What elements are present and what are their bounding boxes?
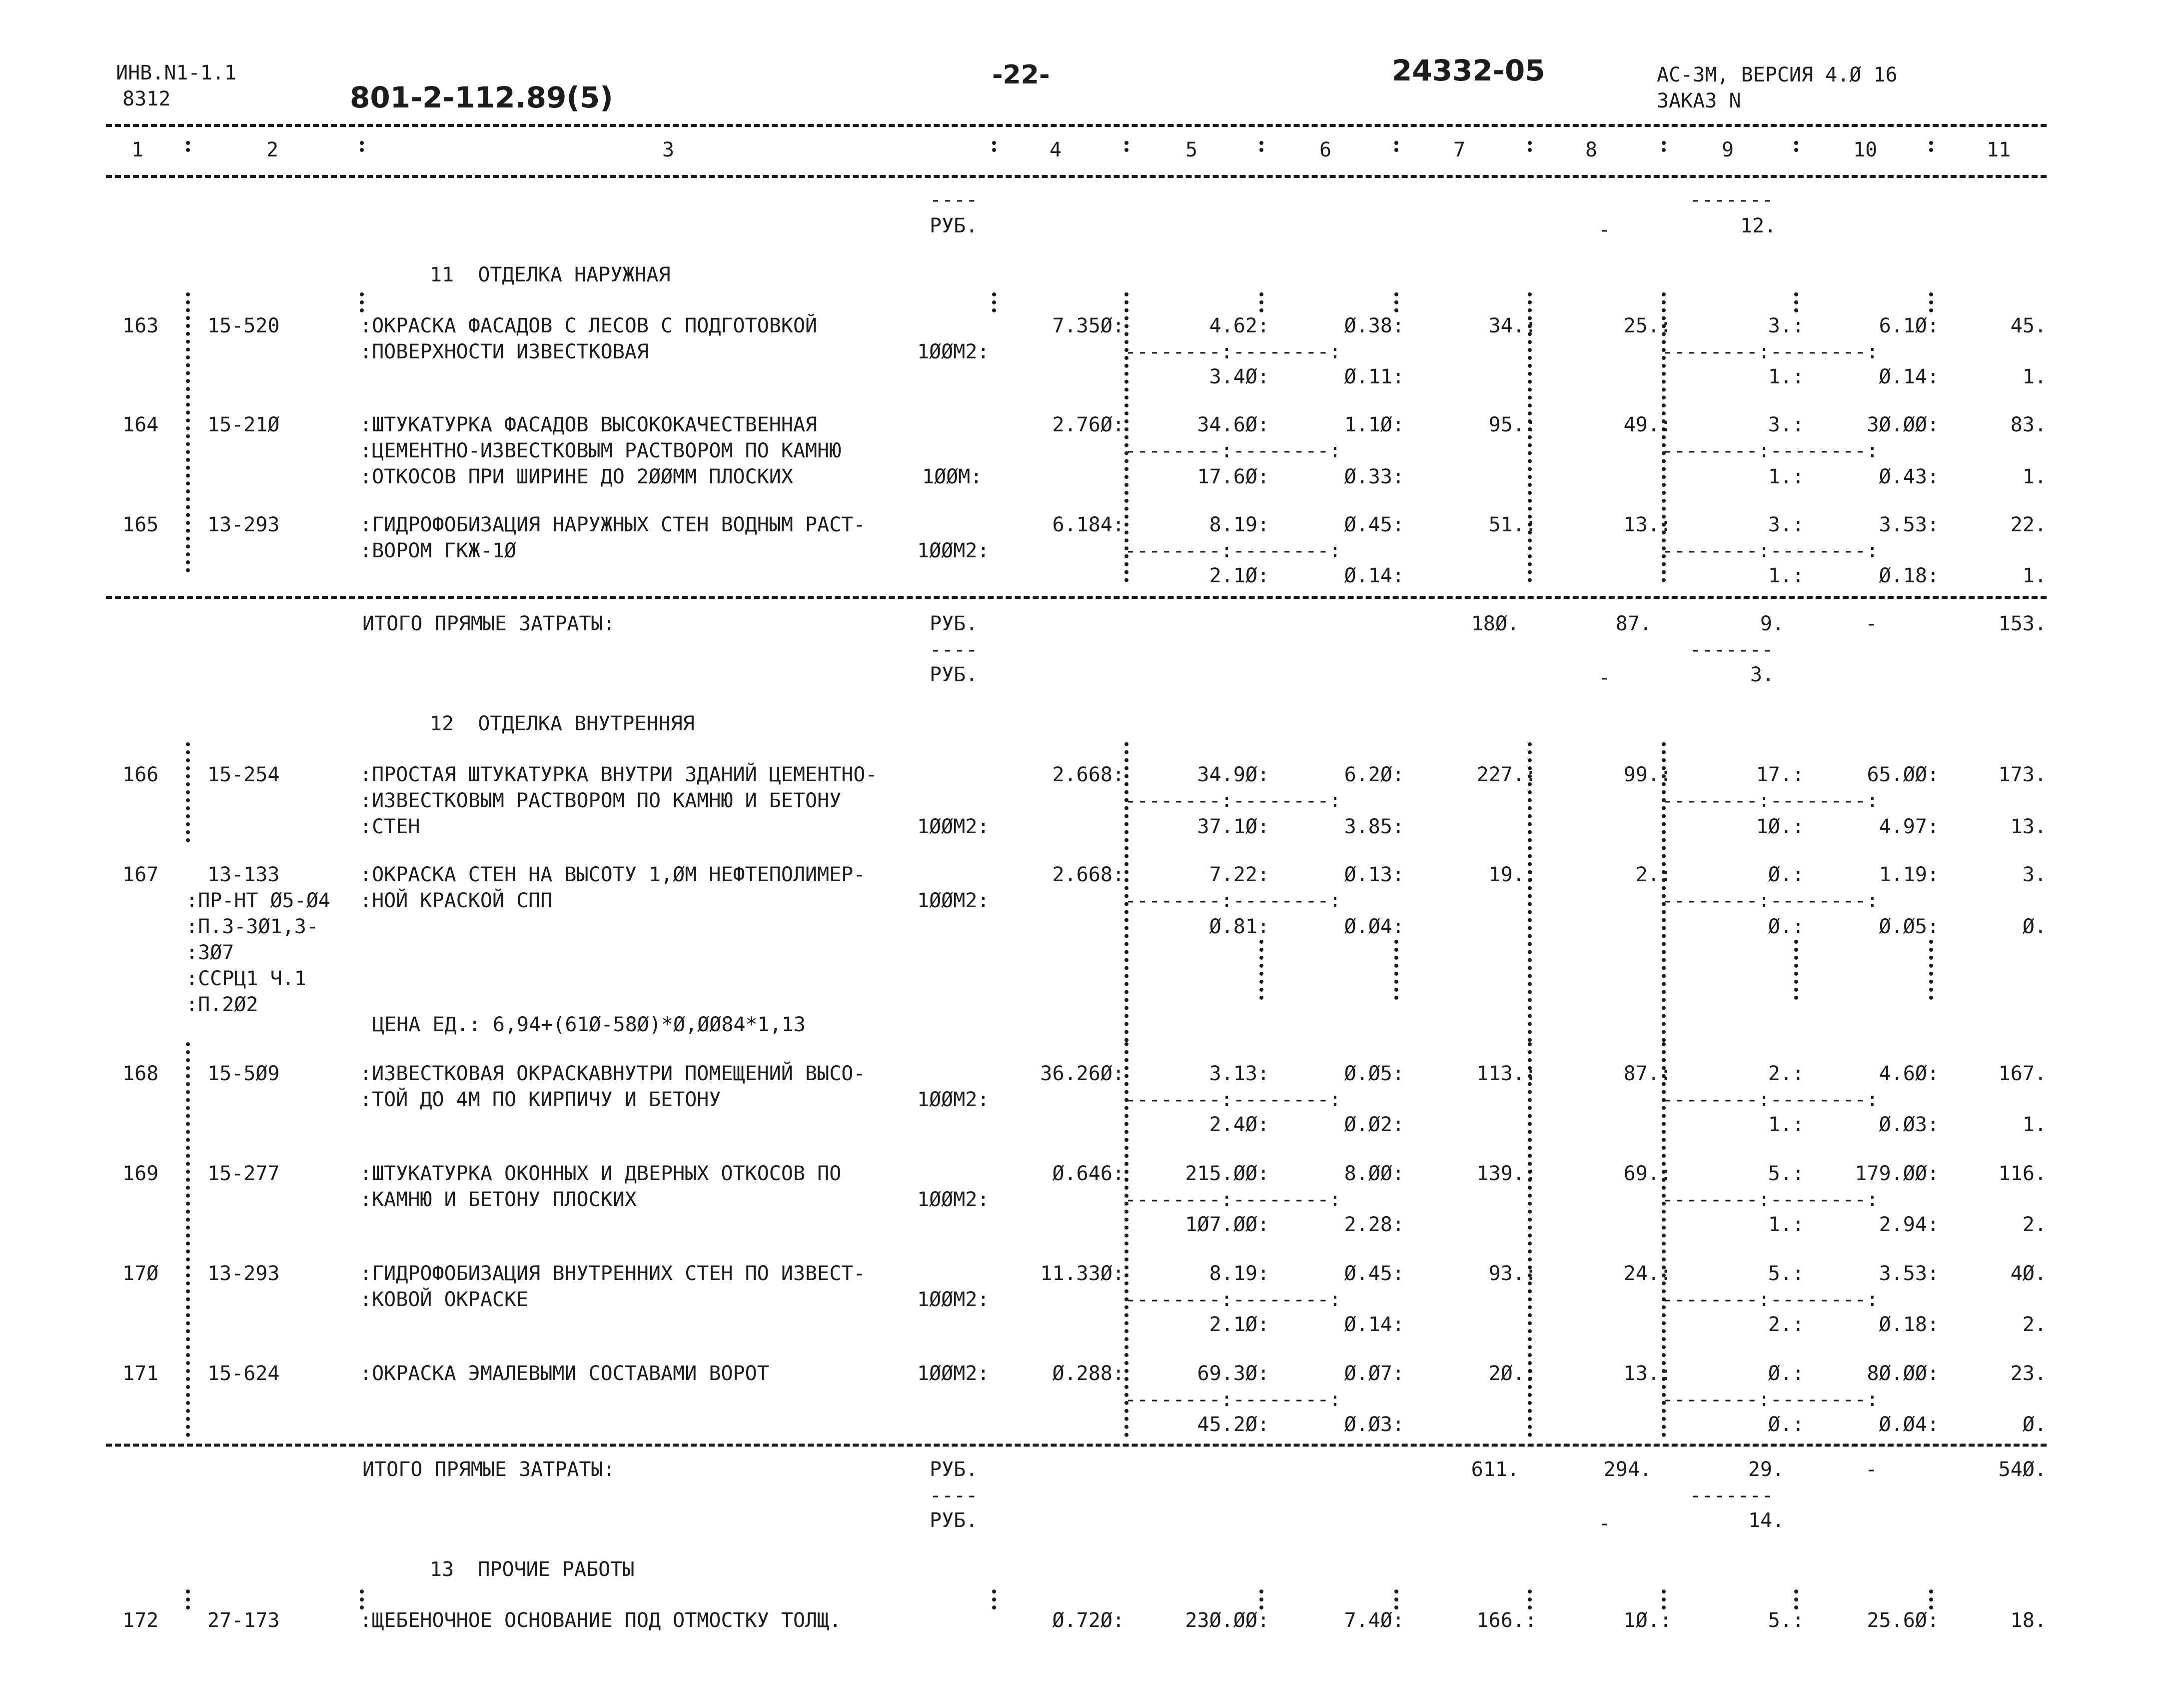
labor-cost-wages: 1.: bbox=[1768, 564, 1804, 587]
inventory-code: 8312 bbox=[122, 87, 171, 110]
row-number: 165 bbox=[122, 513, 159, 536]
mechanism-cost: 8.ØØ: bbox=[1344, 1162, 1404, 1185]
labor-norm-wages: Ø.18: bbox=[1879, 564, 1939, 587]
summary-dash: ---- bbox=[930, 188, 978, 211]
sub-divider: --------:--------: bbox=[1662, 1088, 1879, 1111]
row-number: 164 bbox=[122, 413, 159, 436]
labor-norm-wages: Ø.14: bbox=[1879, 365, 1939, 388]
column-number: 8 bbox=[1585, 138, 1598, 161]
labor-norm-wages: Ø.Ø3: bbox=[1879, 1113, 1939, 1136]
total-labor-norm: - bbox=[1865, 612, 1878, 635]
total-cost: 166.: bbox=[1476, 1609, 1537, 1632]
header-rule-bottom bbox=[106, 175, 2047, 178]
labor-total-wages: 2. bbox=[2022, 1213, 2047, 1236]
wages: 49.: bbox=[1623, 413, 1672, 436]
labor-norm: 3Ø.ØØ: bbox=[1867, 413, 1939, 436]
inventory-number: ИНВ.N1-1.1 bbox=[116, 61, 236, 84]
unit-cost-wages: 1Ø7.ØØ: bbox=[1185, 1213, 1269, 1236]
page-number: -22- bbox=[992, 60, 1050, 90]
section-title: 13 ПРОЧИЕ РАБОТЫ bbox=[430, 1558, 635, 1581]
unit-cost: 4.62: bbox=[1209, 314, 1269, 337]
unit-cost: 8.19: bbox=[1209, 513, 1269, 536]
quantity: Ø.288: bbox=[1052, 1362, 1124, 1385]
labor-cost-wages: 1Ø.: bbox=[1756, 815, 1804, 838]
rate-code: 13-293 bbox=[207, 513, 280, 536]
quantity: 2.76Ø: bbox=[1052, 413, 1124, 436]
sub-divider: --------:--------: bbox=[1124, 439, 1341, 462]
labor-cost-wages: Ø.: bbox=[1768, 1413, 1804, 1436]
labor-cost: 3.: bbox=[1768, 513, 1804, 536]
work-description: :ОКРАСКА СТЕН НА ВЫСОТУ 1,ØМ НЕФТЕПОЛИМЕР- bbox=[360, 863, 866, 886]
rate-reference: :ПР-НТ Ø5-Ø4 bbox=[186, 889, 330, 912]
labor-cost: Ø.: bbox=[1768, 1362, 1804, 1385]
unit: 1ØØМ2: bbox=[917, 340, 990, 363]
quantity: 7.35Ø: bbox=[1052, 314, 1124, 337]
unit-cost-wages: 45.2Ø: bbox=[1197, 1413, 1269, 1436]
labor-total: 45. bbox=[2010, 314, 2047, 337]
labor-total-wages: 1. bbox=[2022, 365, 2047, 388]
labor-total-wages: Ø. bbox=[2022, 1413, 2047, 1436]
unit-cost-wages: 2.1Ø: bbox=[1209, 564, 1269, 587]
sub-divider: --------:--------: bbox=[1124, 1088, 1341, 1111]
total-labor-norm: - bbox=[1865, 1458, 1878, 1481]
unit: 1ØØМ2: bbox=[917, 1088, 990, 1111]
quantity: Ø.72Ø: bbox=[1052, 1609, 1124, 1632]
row-number: 168 bbox=[122, 1062, 159, 1085]
total-cost: 18Ø. bbox=[1471, 612, 1519, 635]
mechanism-wages: Ø.33: bbox=[1344, 465, 1404, 488]
row-number: 17Ø bbox=[122, 1262, 159, 1285]
unit: 1ØØМ2: bbox=[917, 815, 990, 838]
unit-cost-wages: 3.4Ø: bbox=[1209, 365, 1269, 388]
total-rule bbox=[106, 1444, 2047, 1447]
labor-norm-wages: Ø.Ø5: bbox=[1879, 915, 1939, 938]
row-number: 167 bbox=[122, 863, 159, 886]
labor-norm-wages: Ø.43: bbox=[1879, 465, 1939, 488]
system-version: АС-3М, ВЕРСИЯ 4.Ø 16 bbox=[1657, 63, 1898, 86]
total-rule bbox=[106, 596, 2047, 599]
rate-reference: :3Ø7 bbox=[186, 941, 234, 964]
mechanism-cost: Ø.Ø7: bbox=[1344, 1362, 1404, 1385]
labor-cost: Ø.: bbox=[1768, 863, 1804, 886]
mechanism-wages: Ø.Ø4: bbox=[1344, 915, 1404, 938]
labor-norm: 8Ø.ØØ: bbox=[1867, 1362, 1939, 1385]
total-col9: 3. bbox=[1750, 663, 1775, 686]
unit-cost: 23Ø.ØØ: bbox=[1185, 1609, 1269, 1632]
labor-cost-wages: 1.: bbox=[1768, 1113, 1804, 1136]
summary-col8: - bbox=[1598, 218, 1611, 241]
labor-norm-wages: Ø.18: bbox=[1879, 1313, 1939, 1336]
unit: 1ØØМ2: bbox=[917, 539, 990, 562]
summary-unit: РУБ. bbox=[930, 214, 978, 237]
sub-divider: --------:--------: bbox=[1662, 1388, 1879, 1411]
work-description: :ОКРАСКА ЭМАЛЕВЫМИ СОСТАВАМИ ВОРОТ bbox=[360, 1362, 769, 1385]
row-number: 163 bbox=[122, 314, 159, 337]
column-number: 10 bbox=[1853, 138, 1878, 161]
total-cost: 51.: bbox=[1488, 513, 1537, 536]
total-label: ИТОГО ПРЯМЫЕ ЗАТРАТЫ: bbox=[362, 612, 615, 635]
labor-cost-wages: 1.: bbox=[1768, 465, 1804, 488]
unit-cost-wages: 2.1Ø: bbox=[1209, 1313, 1269, 1336]
labor-total: 173. bbox=[1998, 763, 2047, 786]
rate-reference: :ССРЦ1 Ч.1 bbox=[186, 967, 306, 990]
unit: 1ØØМ: bbox=[922, 465, 983, 488]
unit-cost-wages: 37.1Ø: bbox=[1197, 815, 1269, 838]
mechanism-cost: 1.1Ø: bbox=[1344, 413, 1404, 436]
work-description: :ТОЙ ДО 4М ПО КИРПИЧУ И БЕТОНУ bbox=[360, 1088, 721, 1111]
labor-cost: 3.: bbox=[1768, 314, 1804, 337]
quantity: 36.26Ø: bbox=[1040, 1062, 1124, 1085]
total-cost: 19.: bbox=[1488, 863, 1537, 886]
unit: 1ØØМ2: bbox=[917, 1188, 990, 1211]
work-description: :ГИДРОФОБИЗАЦИЯ НАРУЖНЫХ СТЕН ВОДНЫМ РАСТ- bbox=[360, 513, 866, 536]
sub-divider: --------:--------: bbox=[1662, 889, 1879, 912]
labor-cost-wages: 1.: bbox=[1768, 1213, 1804, 1236]
total-cost: 139.: bbox=[1476, 1162, 1537, 1185]
column-number: 3 bbox=[662, 138, 675, 161]
sub-divider: --------:--------: bbox=[1662, 439, 1879, 462]
labor-cost: 5.: bbox=[1768, 1162, 1804, 1185]
row-number: 171 bbox=[122, 1362, 159, 1385]
wages: 25.: bbox=[1623, 314, 1672, 337]
mechanism-cost: 7.4Ø: bbox=[1344, 1609, 1404, 1632]
column-number: 2 bbox=[266, 138, 279, 161]
summary-dash: ------- bbox=[1689, 188, 1774, 211]
header-rule-top bbox=[106, 124, 2047, 127]
labor-norm: 65.ØØ: bbox=[1867, 763, 1939, 786]
labor-total: 116. bbox=[1998, 1162, 2047, 1185]
rate-code: 15-5Ø9 bbox=[207, 1062, 280, 1085]
handwritten-stamp: 24332-05 bbox=[1392, 53, 1545, 87]
quantity: 11.33Ø: bbox=[1040, 1262, 1124, 1285]
total-cost: 93.: bbox=[1488, 1262, 1537, 1285]
mechanism-cost: 6.2Ø: bbox=[1344, 763, 1404, 786]
labor-norm: 3.53: bbox=[1879, 513, 1939, 536]
rate-code: 15-254 bbox=[207, 763, 280, 786]
labor-total: 23. bbox=[2010, 1362, 2047, 1385]
labor-cost: 3.: bbox=[1768, 413, 1804, 436]
work-description: :ОТКОСОВ ПРИ ШИРИНЕ ДО 2ØØММ ПЛОСКИХ bbox=[360, 465, 793, 488]
unit-cost: 69.3Ø: bbox=[1197, 1362, 1269, 1385]
work-description: :СТЕН bbox=[360, 815, 420, 838]
work-description: :ШТУКАТУРКА ОКОННЫХ И ДВЕРНЫХ ОТКОСОВ ПО bbox=[360, 1162, 842, 1185]
labor-total-wages: 1. bbox=[2022, 564, 2047, 587]
sub-divider: --------:--------: bbox=[1662, 1188, 1879, 1211]
labor-total: 167. bbox=[1998, 1062, 2047, 1085]
unit-cost-wages: Ø.81: bbox=[1209, 915, 1269, 938]
work-description: :ВОРОМ ГКЖ-1Ø bbox=[360, 539, 517, 562]
labor-norm: 3.53: bbox=[1879, 1262, 1939, 1285]
mechanism-wages: Ø.14: bbox=[1344, 1313, 1404, 1336]
work-description: :ПРОСТАЯ ШТУКАТУРКА ВНУТРИ ЗДАНИЙ ЦЕМЕНТНО- bbox=[360, 763, 878, 786]
labor-cost-wages: 1.: bbox=[1768, 365, 1804, 388]
work-description: :ЦЕМЕНТНО-ИЗВЕСТКОВЫМ РАСТВОРОМ ПО КАМНЮ bbox=[360, 439, 842, 462]
rate-code: 13-293 bbox=[207, 1262, 280, 1285]
sub-divider: --------:--------: bbox=[1124, 1288, 1341, 1311]
total-cost: 2Ø.: bbox=[1488, 1362, 1537, 1385]
labor-norm-wages: 4.97: bbox=[1879, 815, 1939, 838]
total-cost: 34.: bbox=[1488, 314, 1537, 337]
unit-cost: 7.22: bbox=[1209, 863, 1269, 886]
column-number: 9 bbox=[1722, 138, 1734, 161]
order-number: ЗАКАЗ N bbox=[1657, 89, 1741, 112]
work-description: :ИЗВЕСТКОВАЯ ОКРАСКАВНУТРИ ПОМЕЩЕНИЙ ВЫСО- bbox=[360, 1062, 866, 1085]
document-code: 801-2-112.89(5) bbox=[350, 80, 613, 114]
sub-divider: --------:--------: bbox=[1662, 1288, 1879, 1311]
row-number: 166 bbox=[122, 763, 159, 786]
labor-total-wages: Ø. bbox=[2022, 915, 2047, 938]
unit-cost-wages: 2.4Ø: bbox=[1209, 1113, 1269, 1136]
column-number: 5 bbox=[1185, 138, 1198, 161]
labor-total: 22. bbox=[2010, 513, 2047, 536]
labor-norm-wages: Ø.Ø4: bbox=[1879, 1413, 1939, 1436]
total-unit: РУБ. bbox=[930, 1509, 978, 1532]
unit-cost: 3.13: bbox=[1209, 1062, 1269, 1085]
work-description: :ИЗВЕСТКОВЫМ РАСТВОРОМ ПО КАМНЮ И БЕТОНУ bbox=[360, 789, 842, 812]
rate-reference: :П.3-3Ø1,3- bbox=[186, 915, 318, 938]
total-cost: 611. bbox=[1471, 1458, 1519, 1481]
labor-norm: 6.1Ø: bbox=[1879, 314, 1939, 337]
wages: 24.: bbox=[1623, 1262, 1672, 1285]
sub-divider: --------:--------: bbox=[1662, 340, 1879, 363]
quantity: 2.668: bbox=[1052, 763, 1124, 786]
work-description: :НОЙ КРАСКОЙ СПП bbox=[360, 889, 553, 912]
unit-cost: 215.ØØ: bbox=[1185, 1162, 1269, 1185]
column-number: 1 bbox=[131, 138, 144, 161]
labor-norm-wages: 2.94: bbox=[1879, 1213, 1939, 1236]
unit-cost: 8.19: bbox=[1209, 1262, 1269, 1285]
mechanism-cost: Ø.Ø5: bbox=[1344, 1062, 1404, 1085]
sub-divider: --------:--------: bbox=[1124, 1188, 1341, 1211]
mechanism-wages: 2.28: bbox=[1344, 1213, 1404, 1236]
total-unit: РУБ. bbox=[930, 612, 978, 635]
labor-total: 3. bbox=[2022, 863, 2047, 886]
work-description: :ШТУКАТУРКА ФАСАДОВ ВЫСОКОКАЧЕСТВЕННАЯ bbox=[360, 413, 818, 436]
sub-divider: --------:--------: bbox=[1124, 1388, 1341, 1411]
quantity: Ø.646: bbox=[1052, 1162, 1124, 1185]
labor-total: 18. bbox=[2010, 1609, 2047, 1632]
total-col8: - bbox=[1598, 1512, 1611, 1535]
labor-cost: 5.: bbox=[1768, 1262, 1804, 1285]
section-title: 11 ОТДЕЛКА НАРУЖНАЯ bbox=[430, 263, 671, 286]
summary-col9: 12. bbox=[1740, 214, 1777, 237]
wages: 87.: bbox=[1623, 1062, 1672, 1085]
work-description: :КОВОЙ ОКРАСКЕ bbox=[360, 1288, 529, 1311]
unit: 1ØØМ2: bbox=[917, 889, 990, 912]
total-labor-cost: 9. bbox=[1760, 612, 1784, 635]
quantity: 6.184: bbox=[1052, 513, 1124, 536]
work-description: :КАМНЮ И БЕТОНУ ПЛОСКИХ bbox=[360, 1188, 637, 1211]
labor-total-wages: 1. bbox=[2022, 1113, 2047, 1136]
mechanism-wages: Ø.14: bbox=[1344, 564, 1404, 587]
labor-cost-wages: Ø.: bbox=[1768, 915, 1804, 938]
rate-code: 15-624 bbox=[207, 1362, 280, 1385]
work-description: :ПОВЕРХНОСТИ ИЗВЕСТКОВАЯ bbox=[360, 340, 649, 363]
labor-total-wages: 1. bbox=[2022, 465, 2047, 488]
labor-total-wages: 13. bbox=[2010, 815, 2047, 838]
total-col8: - bbox=[1598, 666, 1611, 689]
column-number: 7 bbox=[1453, 138, 1466, 161]
labor-norm: 25.6Ø: bbox=[1867, 1609, 1939, 1632]
column-number: 6 bbox=[1319, 138, 1332, 161]
labor-norm: 1.19: bbox=[1879, 863, 1939, 886]
unit: 1ØØМ2: bbox=[917, 1288, 990, 1311]
rate-code: 13-133 bbox=[207, 863, 280, 886]
labor-norm: 179.ØØ: bbox=[1855, 1162, 1939, 1185]
labor-norm: 4.6Ø: bbox=[1879, 1062, 1939, 1085]
wages: 13.: bbox=[1623, 1362, 1672, 1385]
labor-cost: 5.: bbox=[1768, 1609, 1804, 1632]
rate-code: 15-21Ø bbox=[207, 413, 280, 436]
unit-cost: 34.9Ø: bbox=[1197, 763, 1269, 786]
rate-code: 15-277 bbox=[207, 1162, 280, 1185]
total-wages: 87. bbox=[1615, 612, 1652, 635]
unit-cost: 34.6Ø: bbox=[1197, 413, 1269, 436]
quantity: 2.668: bbox=[1052, 863, 1124, 886]
labor-cost: 2.: bbox=[1768, 1062, 1804, 1085]
labor-total: 83. bbox=[2010, 413, 2047, 436]
total-col9: 14. bbox=[1748, 1509, 1785, 1532]
sub-divider: --------:--------: bbox=[1662, 789, 1879, 812]
labor-cost: 17.: bbox=[1756, 763, 1804, 786]
total-dash: ---- bbox=[930, 1484, 978, 1507]
row-number: 169 bbox=[122, 1162, 159, 1185]
mechanism-cost: Ø.45: bbox=[1344, 513, 1404, 536]
rate-code: 15-520 bbox=[207, 314, 280, 337]
mechanism-wages: Ø.11: bbox=[1344, 365, 1404, 388]
row-number: 172 bbox=[122, 1609, 159, 1632]
work-description: :ОКРАСКА ФАСАДОВ С ЛЕСОВ С ПОДГОТОВКОЙ bbox=[360, 314, 818, 337]
sub-divider: --------:--------: bbox=[1124, 539, 1341, 562]
mechanism-cost: Ø.38: bbox=[1344, 314, 1404, 337]
wages: 1Ø.: bbox=[1623, 1609, 1672, 1632]
total-wages: 294. bbox=[1603, 1458, 1652, 1481]
column-number: 11 bbox=[1987, 138, 2011, 161]
wages: 13.: bbox=[1623, 513, 1672, 536]
mechanism-wages: Ø.Ø3: bbox=[1344, 1413, 1404, 1436]
wages: 69.: bbox=[1623, 1162, 1672, 1185]
total-cost: 113.: bbox=[1476, 1062, 1537, 1085]
total-cost: 95.: bbox=[1488, 413, 1537, 436]
labor-total: 4Ø. bbox=[2010, 1262, 2047, 1285]
work-description: :ГИДРОФОБИЗАЦИЯ ВНУТРЕННИХ СТЕН ПО ИЗВЕСТ- bbox=[360, 1262, 866, 1285]
total-cost: 227.: bbox=[1476, 763, 1537, 786]
wages: 2.: bbox=[1635, 863, 1672, 886]
labor-total-wages: 2. bbox=[2022, 1313, 2047, 1336]
total-unit: РУБ. bbox=[930, 663, 978, 686]
total-labor: 54Ø. bbox=[1998, 1458, 2047, 1481]
total-labor-cost: 29. bbox=[1748, 1458, 1784, 1481]
total-unit: РУБ. bbox=[930, 1458, 978, 1481]
mechanism-wages: Ø.Ø2: bbox=[1344, 1113, 1404, 1136]
mechanism-cost: Ø.45: bbox=[1344, 1262, 1404, 1285]
labor-cost-wages: 2.: bbox=[1768, 1313, 1804, 1336]
wages: 99.: bbox=[1623, 763, 1672, 786]
sub-divider: --------:--------: bbox=[1124, 889, 1341, 912]
total-dash: ------- bbox=[1689, 1484, 1774, 1507]
total-label: ИТОГО ПРЯМЫЕ ЗАТРАТЫ: bbox=[362, 1458, 615, 1481]
sub-divider: --------:--------: bbox=[1124, 789, 1341, 812]
column-number: 4 bbox=[1050, 138, 1062, 161]
sub-divider: --------:--------: bbox=[1662, 539, 1879, 562]
work-description: :ЩЕБЕНОЧНОЕ ОСНОВАНИЕ ПОД ОТМОСТКУ ТОЛЩ. bbox=[360, 1609, 842, 1632]
mechanism-cost: Ø.13: bbox=[1344, 863, 1404, 886]
total-labor: 153. bbox=[1998, 612, 2047, 635]
total-dash: ------- bbox=[1689, 638, 1774, 661]
rate-code: 27-173 bbox=[207, 1609, 280, 1632]
section-title: 12 ОТДЕЛКА ВНУТРЕННЯЯ bbox=[430, 712, 695, 735]
unit-cost-wages: 17.6Ø: bbox=[1197, 465, 1269, 488]
mechanism-wages: 3.85: bbox=[1344, 815, 1404, 838]
total-dash: ---- bbox=[930, 638, 978, 661]
unit: 1ØØМ2: bbox=[917, 1362, 990, 1385]
price-note: ЦЕНА ЕД.: 6,94+(61Ø-58Ø)*Ø,ØØ84*1,13 bbox=[372, 1013, 806, 1036]
rate-reference: :П.2Ø2 bbox=[186, 993, 258, 1016]
sub-divider: --------:--------: bbox=[1124, 340, 1341, 363]
